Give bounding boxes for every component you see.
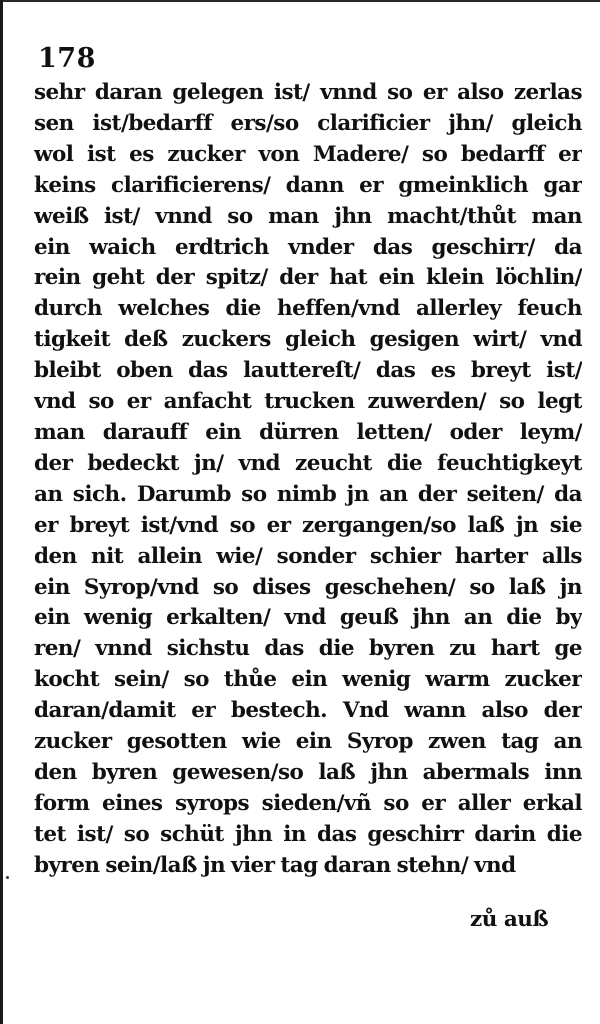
text-line: ein wenig erkalten/ vnd geuß jhn an die by: [34, 605, 582, 631]
text-line: tet ist/ so schüt jhn in das geschirr darin die: [34, 821, 582, 847]
text-line: rein geht der spitz/ der hat ein klein löchlin/: [34, 265, 582, 291]
text-line: er breyt ist/vnd so er zergangen/so laß jn sie: [34, 512, 582, 538]
text-line: daran/damit er bestech. Vnd wann also der: [34, 698, 582, 724]
ink-speck: [6, 876, 9, 879]
text-line: zucker gesotten wie ein Syrop zwen tag an: [34, 729, 582, 755]
page-edge-top: [0, 0, 600, 2]
text-line: ren/ vnnd sichstu das die byren zu hart ge: [34, 636, 582, 662]
text-line: den byren gewesen/so laß jhn abermals inn: [34, 759, 582, 785]
text-line: kocht sein/ so thůe ein wenig warm zucker: [34, 667, 582, 693]
text-line: bleibt oben das lauttereſt/ das es breyt ist/: [34, 358, 582, 384]
text-line: an sich. Darumb so nimb jn an der seiten/ da: [34, 481, 582, 507]
page-number: 178: [38, 43, 96, 74]
text-line: durch welches die heffen/vnd allerley feuch: [34, 296, 582, 322]
text-line: ein waich erdtrich vnder das geschirr/ da: [34, 234, 582, 260]
text-line: ein Syrop/vnd so dises geschehen/ so laß jn: [34, 574, 582, 600]
text-line: weiß ist/ vnnd so man jhn macht/thůt man: [34, 203, 582, 229]
text-line: tigkeit deß zuckers gleich gesigen wirt/ vnd: [34, 327, 582, 353]
text-line: man darauff ein dürren letten/ oder leym/: [34, 419, 582, 445]
text-line: der bedeckt jn/ vnd zeucht die feuchtigkeyt: [34, 450, 582, 476]
text-line: wol ist es zucker von Madere/ so bedarff er: [34, 141, 582, 167]
text-line: den nit allein wie/ sonder schier harter alls: [34, 543, 582, 569]
text-line: vnd so er anfacht trucken zuwerden/ so legt: [34, 389, 582, 415]
body-text: [34, 78, 582, 882]
text-line: form eines syrops sieden/vñ so er aller erkal: [34, 790, 582, 816]
page-edge-left: [0, 0, 3, 1024]
text-line: byren sein/laß jn vier tag daran stehn/ vnd: [34, 852, 516, 878]
text-line: keins clarificierens/ dann er gmeinklich gar: [34, 172, 582, 198]
text-line: sen ist/bedarff ers/so clarificier jhn/ gleich: [34, 110, 582, 136]
catchword: zů auß: [470, 907, 549, 932]
text-line: sehr daran gelegen ist/ vnnd so er also zerlas: [34, 80, 582, 105]
